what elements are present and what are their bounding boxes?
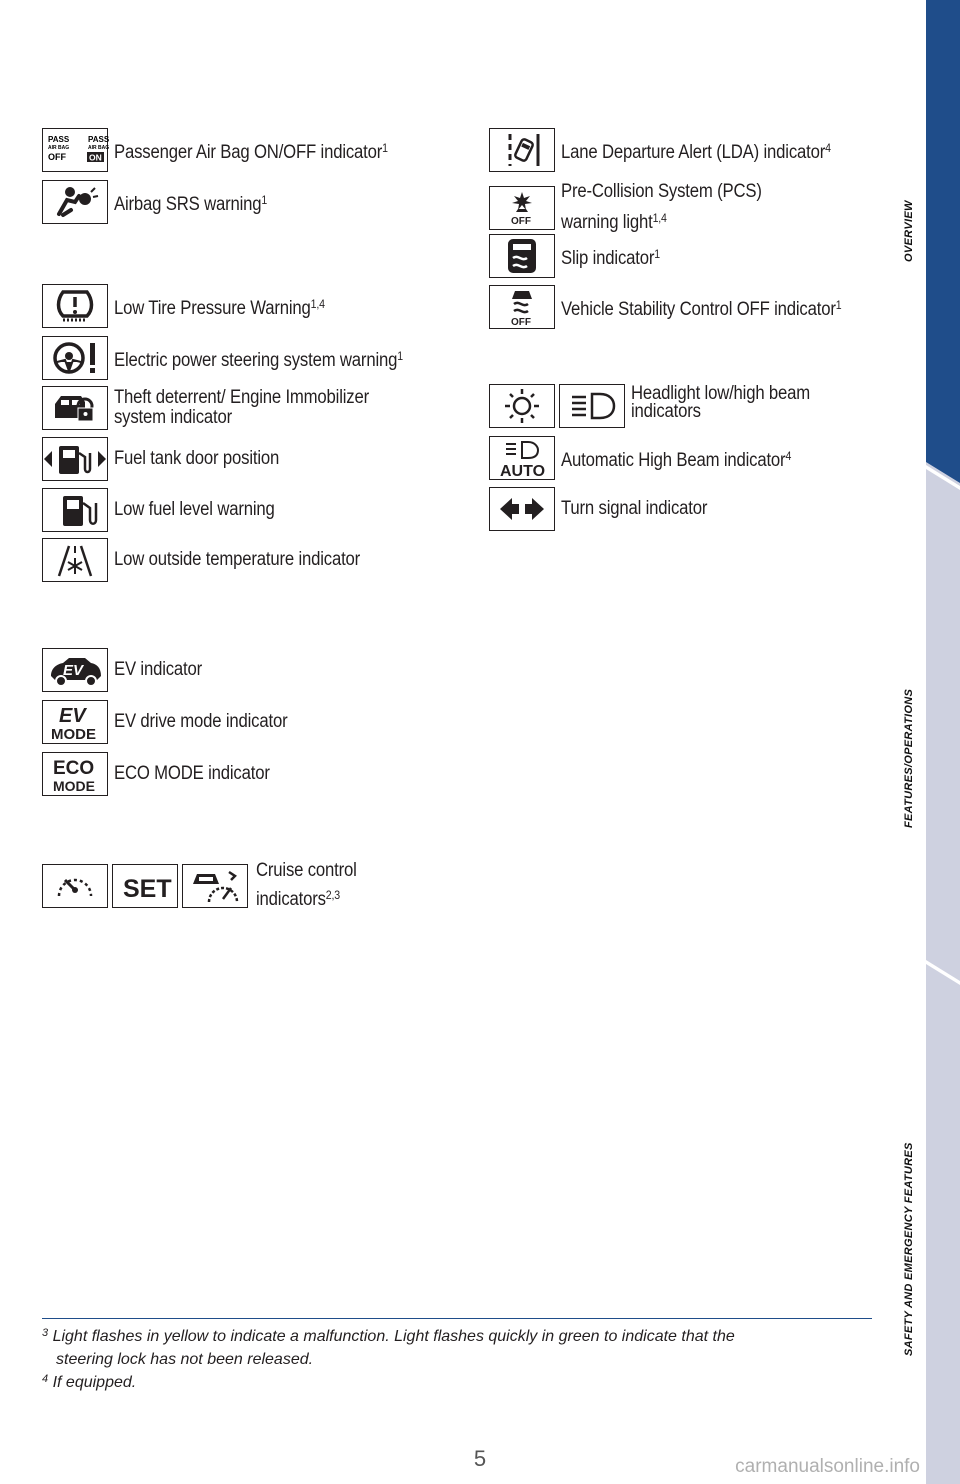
label-slip: Slip indicator bbox=[561, 247, 655, 269]
label-airbag-srs: Airbag SRS warning bbox=[114, 193, 262, 215]
label-eps-warning: Electric power steering system warning bbox=[114, 349, 398, 371]
label-auto-high-beam: Automatic High Beam indicator bbox=[561, 449, 786, 471]
label-lda: Lane Departure Alert (LDA) indicator bbox=[561, 141, 826, 163]
lane-departure-icon bbox=[489, 128, 555, 172]
slip-icon bbox=[489, 234, 555, 278]
svg-text:OFF: OFF bbox=[511, 215, 531, 227]
sidebar-tab-overview[interactable]: OVERVIEW bbox=[903, 200, 915, 262]
svg-text:ON: ON bbox=[89, 152, 102, 163]
indicator-low-fuel bbox=[42, 488, 297, 532]
indicator-eco-mode bbox=[42, 752, 291, 796]
ev-car-icon bbox=[42, 648, 108, 692]
watermark: carmanualsonline.info bbox=[735, 1456, 920, 1477]
indicator-low-outside-temp bbox=[42, 538, 394, 582]
ev-mode-icon bbox=[42, 700, 108, 744]
page-number: 5 bbox=[473, 1446, 487, 1471]
steering-warning-icon bbox=[42, 336, 108, 380]
svg-text:OFF: OFF bbox=[48, 152, 66, 162]
passenger-airbag-icon bbox=[42, 128, 108, 172]
label-ev: EV indicator bbox=[114, 659, 203, 680]
airbag-srs-icon bbox=[42, 180, 108, 224]
label-theft-deterrent-line1: Theft deterrent/ Engine Immobilizer bbox=[114, 387, 369, 408]
label-passenger-airbag: Passenger Air Bag ON/OFF indicator bbox=[114, 141, 383, 163]
label-pcs-line1: Pre-Collision System (PCS) bbox=[561, 181, 762, 202]
label-eco-mode: ECO MODE indicator bbox=[114, 763, 270, 784]
indicator-headlight bbox=[489, 384, 834, 428]
sidebar-tab-safety[interactable]: SAFETY AND EMERGENCY FEATURES bbox=[903, 1142, 915, 1356]
label-fuel-door: Fuel tank door position bbox=[114, 448, 280, 469]
svg-text:AUTO: AUTO bbox=[500, 463, 546, 480]
sidebar-tab-overview-bg bbox=[926, 0, 960, 483]
label-turn-signal: Turn signal indicator bbox=[561, 498, 708, 519]
footnote-rule bbox=[42, 1318, 872, 1319]
indicator-fuel-door bbox=[42, 437, 302, 481]
cruise-set-icon bbox=[112, 864, 178, 908]
fuel-pump-icon bbox=[42, 488, 108, 532]
fuel-door-icon bbox=[42, 437, 108, 481]
label-headlight-line2: indicators bbox=[631, 401, 701, 422]
svg-text:EV: EV bbox=[63, 662, 84, 679]
svg-text:ECO: ECO bbox=[53, 758, 95, 779]
label-theft-deterrent-line2: system indicator bbox=[114, 407, 232, 428]
sidebar-tab-features[interactable]: FEATURES/OPERATIONS bbox=[903, 688, 915, 828]
label-ev-drive-mode: EV drive mode indicator bbox=[114, 711, 288, 732]
car-lock-icon bbox=[42, 386, 108, 430]
vsc-off-icon bbox=[489, 285, 555, 329]
label-headlight-line1: Headlight low/high beam bbox=[631, 383, 811, 404]
label-low-tire-pressure: Low Tire Pressure Warning bbox=[114, 297, 311, 319]
indicator-cruise-control: SET Cruise control indicators$^{2,3}$ bbox=[42, 860, 370, 911]
footnote-3: $^3$ Light flashes in yellow to indicate a malfunction. Light flashes quickly in green to indicate that the steering lock has not been released. bbox=[42, 1327, 735, 1368]
indicator-eps-warning: Electric power steering system warning$^1$ bbox=[42, 336, 442, 380]
cruise-gauge-icon bbox=[42, 864, 108, 908]
indicator-vsc-off: OFF Vehicle Stability Control OFF indicator$^1$ bbox=[489, 285, 880, 329]
svg-text:AIR BAG: AIR BAG bbox=[88, 145, 110, 151]
radar-cruise-icon bbox=[182, 864, 248, 908]
tire-pressure-icon bbox=[42, 284, 108, 328]
eco-mode-icon bbox=[42, 752, 108, 796]
svg-text:PASS: PASS bbox=[88, 135, 110, 144]
auto-high-beam-icon bbox=[489, 436, 555, 480]
indicator-ev-drive-mode bbox=[42, 700, 311, 744]
indicator-pcs: OFF Pre-Collision System (PCS) warning light$^{1,4}$ bbox=[489, 181, 789, 234]
section-sidebar bbox=[926, 0, 960, 1484]
indicator-lda: Lane Departure Alert (LDA) indicator$^4$ bbox=[489, 128, 868, 172]
indicator-low-tire-pressure: Low Tire Pressure Warning$^{1,4}$ bbox=[42, 284, 354, 328]
indicator-ev bbox=[42, 648, 214, 692]
footnote-4: $^4$ If equipped. bbox=[42, 1373, 137, 1391]
indicator-auto-high-beam: AUTO Automatic High Beam indicator$^4$ bbox=[489, 436, 823, 480]
label-low-outside-temp: Low outside temperature indicator bbox=[114, 549, 361, 570]
svg-text:AIR BAG: AIR BAG bbox=[48, 145, 70, 151]
indicator-turn-signal bbox=[489, 487, 727, 531]
label-cruise-line2: indicators bbox=[256, 889, 326, 910]
low-beam-icon bbox=[489, 384, 555, 428]
label-pcs-line2: warning light bbox=[561, 212, 653, 233]
indicator-theft-deterrent bbox=[42, 386, 404, 430]
indicator-airbag-srs: Airbag SRS warning$^1$ bbox=[42, 180, 288, 224]
svg-text:OFF: OFF bbox=[511, 317, 531, 328]
indicator-passenger-airbag: PASS AIR BAG OFF PASS AIR BAG ON Passenger Air Bag ON/OFF indicator$^1$ bbox=[42, 128, 425, 172]
snowflake-road-icon bbox=[42, 538, 108, 582]
pcs-off-icon bbox=[489, 186, 555, 230]
svg-text:PASS: PASS bbox=[48, 135, 70, 144]
svg-text:MODE: MODE bbox=[51, 726, 96, 743]
svg-text:SET: SET bbox=[123, 874, 172, 903]
svg-text:EV: EV bbox=[59, 705, 86, 727]
turn-signal-icon bbox=[489, 487, 555, 531]
label-low-fuel: Low fuel level warning bbox=[114, 499, 275, 520]
label-cruise-line1: Cruise control bbox=[256, 860, 357, 881]
indicator-slip: Slip indicator$^1$ bbox=[489, 234, 673, 278]
high-beam-icon bbox=[559, 384, 625, 428]
label-vsc-off: Vehicle Stability Control OFF indicator bbox=[561, 298, 836, 320]
svg-text:MODE: MODE bbox=[53, 778, 95, 794]
